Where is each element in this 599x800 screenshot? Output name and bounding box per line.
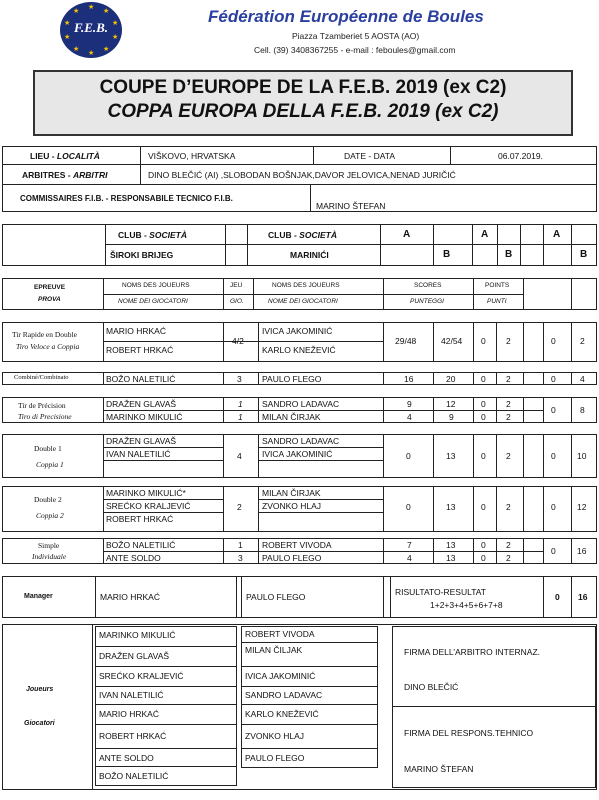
- player-b: ROBERT VIVODA: [262, 540, 332, 550]
- team-a-player: IVAN NALETILIĆ: [99, 690, 164, 700]
- player-a: MARINKO MIKULIĆ: [106, 412, 183, 422]
- player-b: MILAN ČIRJAK: [262, 412, 321, 422]
- points-b: 2: [506, 451, 511, 461]
- points-b-header: B: [505, 249, 513, 260]
- points-a: 0: [481, 540, 486, 550]
- team-b-player: PAULO FLEGO: [245, 753, 305, 763]
- score-b-header: B: [443, 249, 451, 260]
- team-a-player: BOŽO NALETILIĆ: [99, 771, 169, 781]
- event-label-it: Coppia 2: [36, 511, 64, 520]
- player-a: IVAN NALETILIĆ: [106, 449, 171, 459]
- team-b-player: ROBERT VIVODA: [245, 629, 315, 639]
- points-a-header: A: [481, 229, 489, 240]
- star-icon: ★: [73, 8, 80, 15]
- score-a: 29/48: [395, 336, 417, 346]
- team-a-player: DRAŽEN GLAVAŠ: [99, 651, 170, 661]
- event-label: Simple: [38, 541, 60, 550]
- col-punti: PUNTI: [487, 298, 507, 305]
- result-b: 16: [578, 592, 588, 602]
- result-label: RISULTATO-RESULTAT: [395, 587, 486, 597]
- player-b: SANDRO LADAVAC: [262, 436, 340, 446]
- total-b: 8: [580, 405, 585, 415]
- total-b-header: B: [580, 249, 588, 260]
- score-b: 42/54: [441, 336, 463, 346]
- club-b-name: MARINIĆI: [290, 250, 329, 260]
- club-b-label: CLUB - SOCIETÀ: [268, 230, 337, 240]
- arbitre-signature-label: FIRMA DELL’ARBITRO INTERNAZ.: [404, 647, 541, 657]
- event-label: Tir de Précision: [18, 401, 66, 410]
- score-a: 9: [407, 399, 412, 409]
- date-label: DATE - DATA: [344, 151, 395, 161]
- total-a: 0: [551, 451, 556, 461]
- score-a: 4: [407, 553, 412, 563]
- player-a: SREĆKO KRALJEVIĆ: [106, 501, 191, 511]
- score-b: 13: [446, 553, 456, 563]
- score-a: 7: [407, 540, 412, 550]
- event-label-it: Tiro di Precisione: [18, 412, 72, 421]
- team-b-player: SANDRO LADAVAC: [245, 690, 323, 700]
- team-b-player: IVICA JAKOMINIĆ: [245, 671, 316, 681]
- col-punteggi: PUNTEGGI: [410, 298, 444, 305]
- score-b: 20: [446, 374, 456, 384]
- score-a-header: A: [403, 229, 411, 240]
- player-b: ZVONKO HLAJ: [262, 501, 322, 511]
- points-b: 2: [506, 336, 511, 346]
- org-name: Fédération Européenne de Boules: [208, 7, 484, 26]
- team-a-player: SREĆKO KRALJEVIĆ: [99, 671, 184, 681]
- total-a: 0: [551, 502, 556, 512]
- result-formula: 1+2+3+4+5+6+7+8: [430, 600, 503, 610]
- total-b: 10: [577, 451, 587, 461]
- player-a: DRAŽEN GLAVAŠ: [106, 399, 177, 409]
- commissaires-value: MARINO ŠTEFAN: [316, 201, 386, 211]
- event-label: Tir Rapide en Double: [12, 330, 77, 339]
- total-b: 4: [580, 374, 585, 384]
- col-prova: PROVA: [38, 296, 61, 303]
- tecnico-name: MARINO ŠTEFAN: [404, 764, 474, 774]
- points-a: 0: [481, 374, 486, 384]
- col-nome-b: NOME DEI GIOCATORI: [268, 298, 338, 305]
- player-a: ROBERT HRKAĆ: [106, 345, 174, 355]
- event-label: Double 2: [34, 495, 62, 504]
- event-label-it: Tiro Veloce a Coppia: [16, 342, 80, 351]
- page-title: COUPE D’EUROPE DE LA F.E.B. 2019 (ex C2): [99, 77, 507, 98]
- score-b: 13: [446, 540, 456, 550]
- total-a: 0: [551, 546, 556, 556]
- team-a-player: MARINKO MIKULIĆ: [99, 630, 176, 640]
- player-a: MARINKO MIKULIĆ*: [106, 488, 186, 498]
- points-a: 0: [481, 553, 486, 563]
- jeu-value: 3: [237, 374, 242, 384]
- score-b: 13: [446, 451, 456, 461]
- giocatori-label: Giocatori: [24, 720, 55, 727]
- team-a-player: ANTE SOLDO: [99, 753, 154, 763]
- star-icon: ★: [112, 20, 119, 27]
- team-a-player: MARIO HRKAĆ: [99, 709, 159, 719]
- player-b: MILAN ČIRJAK: [262, 488, 321, 498]
- total-a: 0: [551, 336, 556, 346]
- event-label-it: Individuale: [32, 552, 67, 561]
- star-icon: ★: [103, 8, 110, 15]
- col-jeu: JEU: [230, 282, 243, 289]
- col-epreuve: EPREUVE: [34, 284, 66, 291]
- lieu-label: LIEU - LOCALITÀ: [30, 151, 100, 161]
- col-scores: SCORES: [414, 282, 442, 289]
- arbitres-value: DINO BLEČIĆ (AI) ,SLOBODAN BOŠNJAK,DAVOR JELOVICA,NENAD JURIČIĆ: [148, 170, 456, 180]
- event-label: Combiné/Combinato: [14, 374, 69, 381]
- player-b: KARLO KNEŽEVIĆ: [262, 345, 336, 355]
- manager-a: MARIO HRKAĆ: [100, 592, 160, 602]
- total-a-header: A: [553, 229, 561, 240]
- total-b: 12: [577, 502, 587, 512]
- total-a: 0: [551, 405, 556, 415]
- event-label-it: Coppia 1: [36, 460, 64, 469]
- player-a: BOŽO NALETILIĆ: [106, 540, 176, 550]
- star-icon: ★: [103, 46, 110, 53]
- score-a: 0: [406, 451, 411, 461]
- jeu-value: 1: [238, 412, 243, 422]
- player-b: PAULO FLEGO: [262, 553, 322, 563]
- points-a: 0: [481, 412, 486, 422]
- commissaires-label: COMMISSAIRES F.I.B. - RESPONSABILE TECNICO F.I.B.: [20, 194, 233, 203]
- club-a-label: CLUB - SOCIETÀ: [118, 230, 187, 240]
- manager-b: PAULO FLEGO: [246, 592, 306, 602]
- points-a: 0: [481, 502, 486, 512]
- score-b: 9: [449, 412, 454, 422]
- points-b: 2: [506, 553, 511, 563]
- score-b: 12: [446, 399, 456, 409]
- star-icon: ★: [64, 34, 71, 41]
- jeu-value: 1: [238, 399, 243, 409]
- points-a: 0: [481, 451, 486, 461]
- club-a-name: ŠIROKI BRIJEG: [110, 250, 174, 260]
- jeu-value: 2: [237, 502, 242, 512]
- player-a: BOŽO NALETILIĆ: [106, 374, 176, 384]
- player-a: MARIO HRKAĆ: [106, 326, 166, 336]
- points-a: 0: [481, 336, 486, 346]
- page-subtitle: COPPA EUROPA DELLA F.E.B. 2019 (ex C2): [107, 101, 499, 122]
- score-a: 4: [407, 412, 412, 422]
- org-contact: Cell. (39) 3408367255 - e-mail : feboules@gmail.com: [254, 45, 456, 55]
- jeu-value: 1: [238, 540, 243, 550]
- col-gio: GIO.: [230, 298, 244, 305]
- manager-label: Manager: [24, 593, 53, 600]
- col-points: POINTS: [485, 282, 510, 289]
- player-b: SANDRO LADAVAC: [262, 399, 340, 409]
- points-b: 2: [506, 540, 511, 550]
- jeu-value: 4/2: [232, 336, 244, 346]
- logo-text: F.E.B.: [73, 20, 109, 35]
- player-b: IVICA JAKOMINIĆ: [262, 449, 333, 459]
- team-b-player: KARLO KNEŽEVIĆ: [245, 709, 319, 719]
- jeu-value: 4: [237, 451, 242, 461]
- team-b-player: ZVONKO HLAJ: [245, 731, 305, 741]
- lieu-value: VIŠKOVO, HRVATSKA: [148, 151, 236, 161]
- event-label: Double 1: [34, 444, 62, 453]
- col-noms-b: NOMS DES JOUEURS: [272, 282, 340, 289]
- result-a: 0: [555, 592, 560, 602]
- org-address: Piazza Tzamberiet 5 AOSTA (AO): [292, 31, 420, 41]
- points-b: 2: [506, 374, 511, 384]
- col-nome-a: NOME DEI GIOCATORI: [118, 298, 188, 305]
- score-b: 13: [446, 502, 456, 512]
- star-icon: ★: [64, 20, 71, 27]
- star-icon: ★: [112, 34, 119, 41]
- player-a: ANTE SOLDO: [106, 553, 161, 563]
- tecnico-signature-label: FIRMA DEL RESPONS.TEHNICO: [404, 728, 534, 738]
- jeu-value: 3: [238, 553, 243, 563]
- total-b: 16: [577, 546, 587, 556]
- joueurs-label: Joueurs: [26, 686, 54, 693]
- player-b: PAULO FLEGO: [262, 374, 322, 384]
- arbitre-name: DINO BLEČIĆ: [404, 682, 459, 692]
- date-value: 06.07.2019.: [498, 151, 543, 161]
- star-icon: ★: [73, 46, 80, 53]
- score-a: 0: [406, 502, 411, 512]
- total-a: 0: [551, 374, 556, 384]
- star-icon: ★: [88, 50, 95, 57]
- team-b-player: MILAN ČILJAK: [245, 645, 303, 655]
- player-b: IVICA JAKOMINIĆ: [262, 326, 333, 336]
- star-icon: ★: [88, 4, 95, 11]
- points-b: 2: [506, 502, 511, 512]
- total-b: 2: [580, 336, 585, 346]
- col-noms-a: NOMS DES JOUEURS: [122, 282, 190, 289]
- points-b: 2: [506, 412, 511, 422]
- points-a: 0: [481, 399, 486, 409]
- score-a: 16: [404, 374, 414, 384]
- player-a: DRAŽEN GLAVAŠ: [106, 436, 177, 446]
- points-b: 2: [506, 399, 511, 409]
- arbitres-label: ARBITRES - ARBITRI: [22, 170, 108, 180]
- team-a-player: ROBERT HRKAĆ: [99, 731, 167, 741]
- player-a: ROBERT HRKAĆ: [106, 514, 174, 524]
